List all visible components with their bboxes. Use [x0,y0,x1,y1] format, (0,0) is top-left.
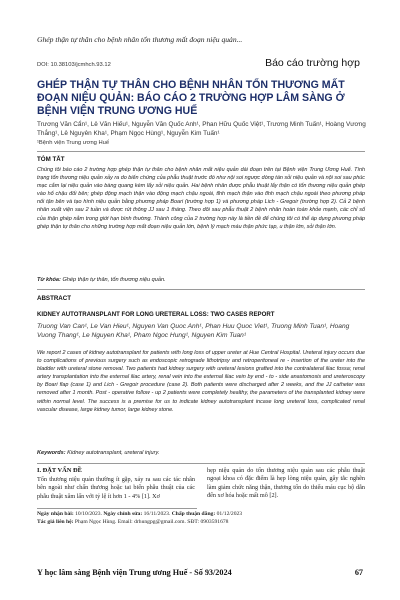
en-keywords-label: Keywords: [37,450,66,456]
accepted-label: Chấp thuận đăng: [171,511,216,517]
en-abstract-heading: ABSTRACT [37,295,72,302]
author-contact[interactable]: Phạm Ngọc Hùng. Email: drhungpg@gmail.com. SĐT: 0903591678 [74,519,229,525]
intro-left-column: Tổn thương niệu quản thường ít gặp, xảy ra sau các tác nhân bên ngoài như chấn thương hoặc tai biến phẫu thuật của các phẫu thuật xâm lấn với tỷ lệ ít hơn 1 - 4% [1]. Xơ [37,476,195,500]
body-divider [37,463,365,464]
intro-heading: I. ĐẶT VẤN ĐỀ [37,467,82,474]
abstract-divider-top [37,151,365,152]
en-author-list: Truong Van Can¹, Le Van Hieu¹, Nguyen Van Quoc Anh¹, Phan Huu Quoc Viet¹, Truong Minh Tuan¹, Hoang Vuong Thang¹, Le Nguyen Kha¹, Pham Ngoc Hung¹, Nguyen Kim Tuan¹ [37,323,350,340]
affiliation: ¹Bệnh viện Trung ương Huế [37,140,110,146]
en-keywords [37,450,365,456]
doi-text[interactable]: DOI: 10.38103/jcmhch.93.12 [37,62,111,68]
running-head: Ghép thận tự thân cho bệnh nhân tổn thương mất đoạn niệu quản... [37,35,243,44]
journal-footer: Y học lâm sàng Bệnh viện Trung ương Huế - Số 93/2024 [37,568,232,577]
revised-date: 16/11/2023. [143,511,171,517]
en-abstract-body: We report 2 cases of kidney autotransplant for patients with long loss of upper ureter at Hue Central Hospital. Ureteral injury occurs due to complications of previous surgery such as endoscopic retrograde lithotripsy and retroperitoneal re - insertion of the ureter into the bladder with ureteral stone removal. Two patients had kidney surgery with ureteral lesions grafted into the contralateral iliac fossa; renal artery transplantation into the external iliac artery, renal vein into the external iliac vein by end - to - side anastomosis and ureteroscopy by Boari flap (case 1) and Lich - Gregoir procedure (case 2). Both patients were discharged after 2 weeks, and the JJ catheter was removed after 1 month. Post - operative follow - up 2 patients were completely healthy, the parameters of the transplanted kidney were within normal level. The success is a premise for us to indicate kidney autotransplant incase long ureteral loss, complicated renal vascular disease, large kidney tumor, large kidney stone. [37,350,365,413]
vn-keywords [37,277,365,283]
accepted-date: 01/12/2023 [216,511,243,517]
revised-label: Ngày chỉnh sửa: [103,511,143,517]
section-tag: Báo cáo trường hợp [265,57,360,69]
abstract-divider-mid [37,289,365,290]
en-keywords-value: Kidney autotransplant, ureteral injury. [67,450,160,456]
received-date: 10/10/2023. [75,511,102,517]
dates-line [37,511,367,519]
vn-abstract-body: Chúng tôi báo cáo 2 trường hợp ghép thận tự thân cho bệnh nhân mất niệu quản dài đoạn trên tại Bệnh viện Trung Ương Huế. Tình trạng tổn thương niệu quản xảy ra do biến chứng của phẫu thuật trước đó như nội soi ngược dòng tán sỏi niệu quản và nội soi sau phúc mạc cắm lại niệu quản vào bàng quang kèm lấy sỏi niệu quản. Hai bệnh nhân được phẫu thuật lấy thận có tổn thương niệu quản ghép vào hố chậu đối bên; ghép động mạch thận vào động mạch chậu ngoài, tĩnh mạch thận vào tĩnh mạch chậu ngoài theo phương pháp nối tận bên và tạo hình niệu quản bằng phương pháp Boari (trường hợp 1) và phương pháp Lich - Gregoir (trường hợp 2). Cả 2 bệnh nhân xuất viện sau 2 tuần và được rút thông JJ sau 1 tháng. Theo dõi sau phẫu thuật 2 bệnh nhân hoàn toàn khỏe mạnh, các chỉ số của thận ghép nằm trong giới hạn bình thường. Thành công của 2 trường hợp này là tiền đề để chúng tôi có thể áp dụng phương pháp ghép thận tự thân cho những trường hợp mất đoạn niệu quản lớn, bệnh lý mạch máu thận phức tạp, u thận lớn, sỏi thận lớn. [37,167,365,230]
article-title: GHÉP THẬN TỰ THÂN CHO BỆNH NHÂN TỔN THƯƠNG MẤT ĐOẠN NIỆU QUẢN: BÁO CÁO 2 TRƯỜNG HỢP LÂM SÀNG Ở BỆNH VIỆN TRUNG ƯƠNG HUẾ [37,79,345,117]
author-list: Trương Văn Cẩn¹, Lê Văn Hiếu¹, Nguyễn Văn Quốc Anh¹, Phan Hữu Quốc Việt¹, Trương Minh Tuấn¹, Hoàng Vương Thắng¹, Lê Nguyên Kha¹, Phạm Ngọc Hùng¹, Nguyễn Kim Tuấn¹ [37,121,366,138]
vn-keywords-value: Ghép thận tự thân, tổn thương niệu quản. [62,277,166,283]
corresponding-author [37,519,367,527]
intro-right-column: hẹp niệu quản do tổn thương niệu quản sau các phẫu thuật ngoại khoa có đặc điểm là hẹp lòng niệu quản, gây tắc nghẽn làm giảm chức năng thận, thương tổn do thiếu máu cục bộ dẫn đến xơ hóa hoặc mất mô [2]. [207,467,365,500]
vn-abstract-heading: TÓM TẮT [37,156,65,163]
received-label: Ngày nhận bài: [37,511,74,517]
vn-keywords-label: Từ khóa: [37,277,61,283]
page-number: 67 [354,568,363,577]
author-label: Tác giả liên hệ: [37,519,74,525]
en-title: KIDNEY AUTOTRANSPLANT FOR LONG URETERAL LOSS: TWO CASES REPORT [37,311,275,318]
meta-divider [37,508,197,509]
